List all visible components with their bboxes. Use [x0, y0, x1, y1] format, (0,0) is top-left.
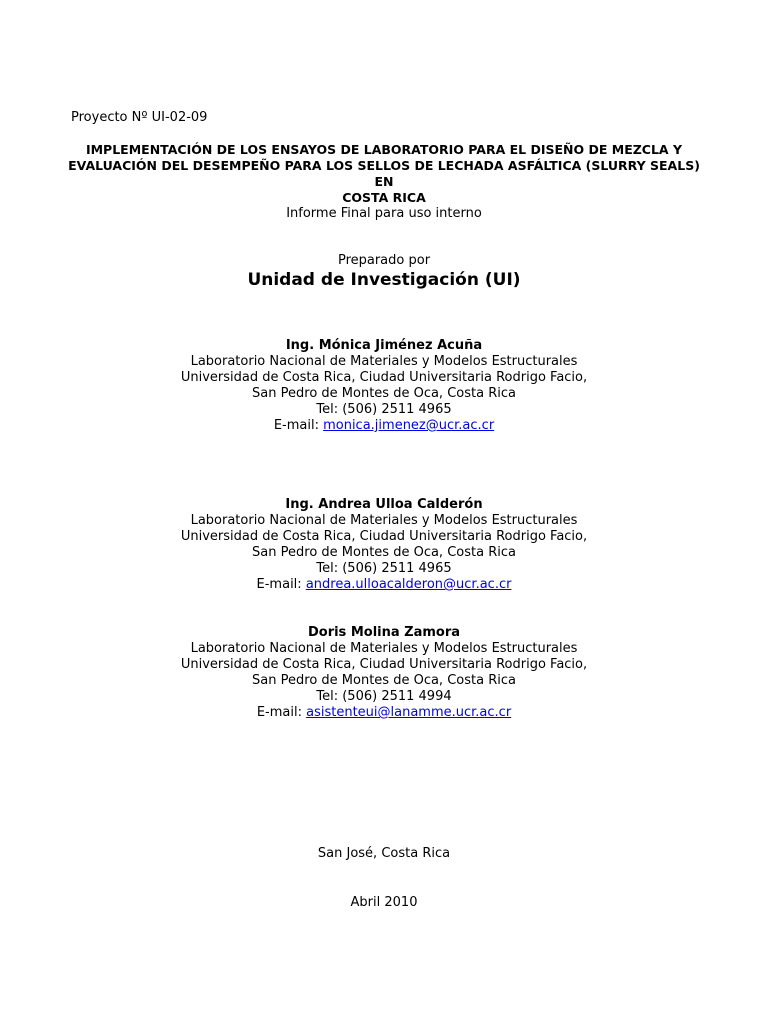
contact-location: San Pedro de Montes de Oca, Costa Rica [252, 673, 516, 688]
document-title [60, 142, 708, 206]
email-label: E-mail: [256, 705, 307, 720]
contact-tel: Tel: (506) 2511 4965 [316, 561, 452, 576]
contact-email-line [0, 577, 768, 593]
contact-lab: Laboratorio Nacional de Materiales y Modelos Estructurales [190, 513, 578, 528]
contact-email-line [0, 705, 768, 721]
contact-name: Doris Molina Zamora [307, 625, 461, 640]
email-label: E-mail: [256, 577, 306, 592]
prepared-by-label: Preparado por [337, 253, 431, 268]
contact-location: San Pedro de Montes de Oca, Costa Rica [252, 386, 516, 401]
document-subtitle: Informe Final para uso interno [286, 206, 482, 221]
contact-university: Universidad de Costa Rica, Ciudad Universitaria Rodrigo Facio, [180, 370, 588, 385]
document-date: Abril 2010 [350, 895, 418, 910]
contact-block [0, 338, 768, 434]
contact-lab: Laboratorio Nacional de Materiales y Modelos Estructurales [190, 641, 578, 656]
title-line: EVALUACIÓN DEL DESEMPEÑO PARA LOS SELLOS DE LECHADA ASFÁLTICA (SLURRY SEALS) EN [68, 158, 700, 189]
contact-lab: Laboratorio Nacional de Materiales y Modelos Estructurales [190, 354, 578, 369]
email-link[interactable]: asistenteui@lanamme.ucr.ac.cr [306, 705, 512, 720]
title-line: COSTA RICA [342, 190, 426, 205]
research-unit-name: Unidad de Investigación (UI) [247, 270, 521, 290]
contact-location: San Pedro de Montes de Oca, Costa Rica [252, 545, 516, 560]
contact-email-line [0, 418, 768, 434]
document-place: San José, Costa Rica [317, 846, 451, 861]
contact-university: Universidad de Costa Rica, Ciudad Universitaria Rodrigo Facio, [180, 657, 588, 672]
email-link[interactable]: andrea.ulloacalderon@ucr.ac.cr [305, 577, 512, 592]
email-link[interactable]: monica.jimenez@ucr.ac.cr [323, 418, 495, 433]
contact-block [0, 497, 768, 593]
contact-university: Universidad de Costa Rica, Ciudad Universitaria Rodrigo Facio, [180, 529, 588, 544]
title-line: IMPLEMENTACIÓN DE LOS ENSAYOS DE LABORATORIO PARA EL DISEÑO DE MEZCLA Y [85, 142, 683, 157]
contact-tel: Tel: (506) 2511 4994 [316, 689, 452, 704]
contact-tel: Tel: (506) 2511 4965 [316, 402, 452, 417]
contact-name: Ing. Mónica Jiménez Acuña [285, 338, 483, 353]
contact-name: Ing. Andrea Ulloa Calderón [285, 497, 483, 512]
project-number: Proyecto Nº UI-02-09 [71, 110, 208, 125]
contact-block [0, 625, 768, 721]
email-label: E-mail: [273, 418, 324, 433]
